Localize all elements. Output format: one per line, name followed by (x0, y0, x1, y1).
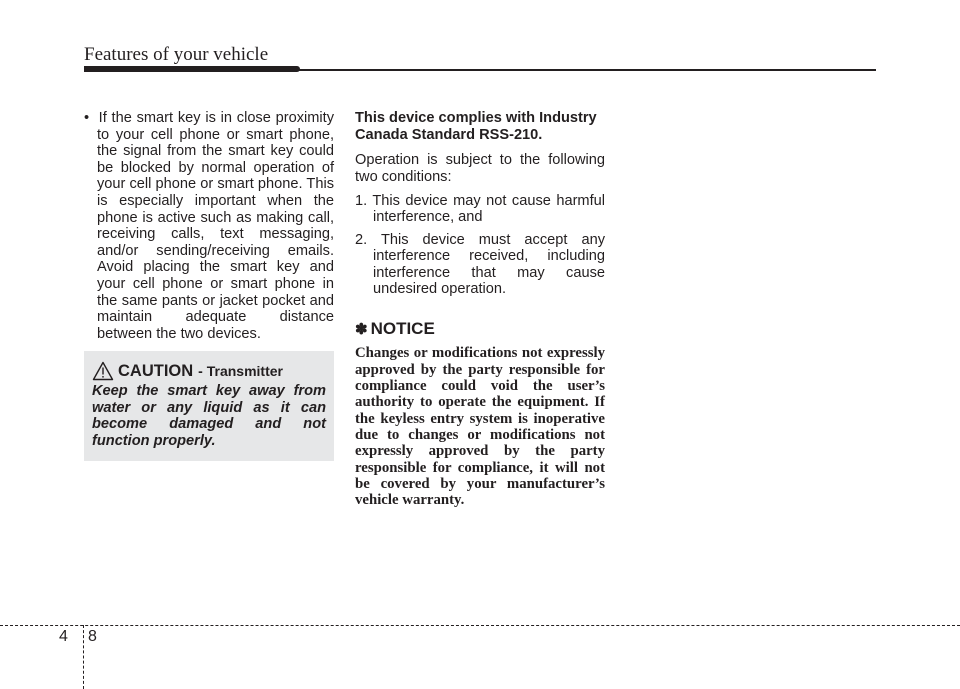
left-column (84, 110, 334, 342)
caution-subtitle: - Transmitter (198, 363, 283, 379)
footer-divider (83, 625, 84, 689)
bullet-text: If the smart key is in close proximity to your cell phone or smart phone, the signal from the smart key could be blocked by normal operation of your cell phone or smart phone. This is especially important when the phone is active such as making call, receiving calls, text messaging, and/or sending/receiving emails. Avoid placing the smart key and your cell phone or smart phone in the same pants or jacket pocket and maintain adequate distance between the two devices. (97, 110, 334, 342)
header-rule-thick (84, 66, 300, 72)
bullet-icon: • (84, 110, 99, 126)
conditions-intro: Operation is subject to the following two conditions: (355, 152, 605, 185)
caution-box (84, 351, 334, 461)
compliance-heading: This device complies with Industry Canada Standard RSS-210. (355, 110, 597, 143)
notice-heading (355, 319, 605, 339)
condition-item: 1. This device may not cause harmful interference, and (355, 193, 605, 226)
notice-title: NOTICE (370, 319, 435, 339)
page-number: 8 (88, 628, 97, 645)
caution-text: Keep the smart key away from water or any liquid as it can become damaged and not function properly. (92, 383, 326, 449)
caution-header (92, 361, 283, 381)
chapter-number: 4 (59, 628, 68, 645)
bullet-paragraph (84, 110, 334, 342)
page-header-title: Features of your vehicle (84, 44, 269, 65)
right-column (355, 110, 605, 508)
notice-star-icon: ✽ (355, 321, 368, 339)
notice-text: Changes or modifications not expressly approved by the party responsible for compliance could void the user’s authority to operate the equipment. If the keyless entry system is inoperative due to changes or modifications not expressly approved by the party responsible for compliance, it will not be covered by your manufacturer’s vehicle warranty. (355, 345, 605, 509)
warning-triangle-icon (92, 361, 114, 381)
header-rule-thin (298, 69, 876, 71)
footer-rule (0, 625, 960, 626)
condition-item: 2. This device must accept any interference received, including interference that may cause undesired operation. (355, 231, 605, 298)
conditions-list (355, 193, 605, 297)
caution-title: CAUTION (118, 361, 194, 380)
